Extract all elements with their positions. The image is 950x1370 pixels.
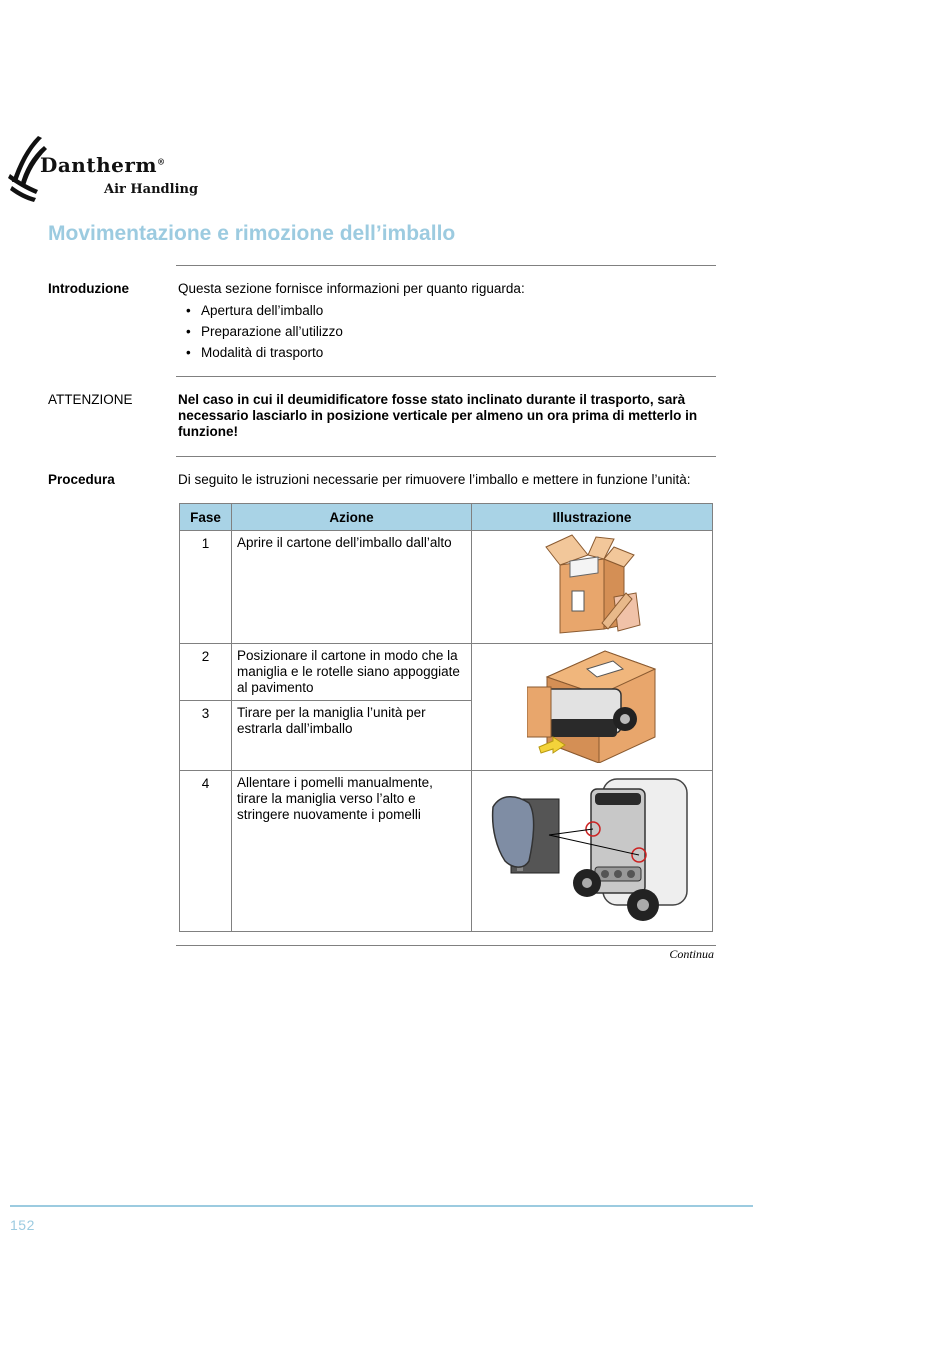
page-number: 152	[10, 1217, 35, 1233]
continua-label: Continua	[669, 947, 714, 961]
brand-subtitle: Air Handling	[104, 182, 199, 197]
step-number: 2	[180, 644, 232, 701]
procedure-text: Di seguito le istruzioni necessarie per rimuovere l’imballo e mettere in funzione l’unità:	[178, 472, 691, 487]
list-item: • Apertura dell’imballo	[186, 303, 324, 318]
brand-name: Dantherm®	[40, 153, 166, 177]
step-action: Allentare i pomelli manualmente, tirare la maniglia verso l’alto e stringere nuovamente i pomelli	[232, 771, 472, 932]
step-number: 4	[180, 771, 232, 932]
footer-line	[10, 1205, 753, 1207]
list-item: • Modalità di trasporto	[186, 345, 324, 360]
section-label-introduzione: Introduzione	[48, 281, 129, 296]
column-header-fase: Fase	[180, 504, 232, 531]
list-item: • Preparazione all’utilizzo	[186, 324, 343, 339]
bullet-icon: •	[186, 345, 191, 360]
section-label-procedura: Procedura	[48, 472, 115, 487]
step-illustration-cell	[472, 644, 713, 771]
section-label-attenzione: ATTENZIONE	[48, 392, 133, 407]
bullet-icon: •	[186, 324, 191, 339]
table-row	[180, 531, 713, 644]
handle-knob-illustration-icon	[487, 771, 697, 927]
step-number: 1	[180, 531, 232, 644]
open-box-illustration-icon	[542, 533, 642, 637]
column-header-illustrazione: Illustrazione	[472, 504, 713, 531]
divider	[176, 376, 716, 377]
step-action: Posizionare il cartone in modo che la maniglia e le rotelle siano appoggiate al pavimento	[232, 644, 472, 701]
page-title: Movimentazione e rimozione dell’imballo	[48, 222, 456, 245]
step-illustration-cell	[472, 531, 713, 644]
registered-mark: ®	[157, 156, 166, 167]
step-action: Tirare per la maniglia l’unità per estrarla dall’imballo	[232, 701, 472, 771]
step-number: 3	[180, 701, 232, 771]
table-header-row	[180, 504, 713, 531]
divider	[176, 265, 716, 266]
box-on-side-illustration-icon	[527, 647, 657, 763]
step-illustration-cell	[472, 771, 713, 932]
step-action: Aprire il cartone dell’imballo dall’alto	[232, 531, 472, 644]
intro-text: Questa sezione fornisce informazioni per quanto riguarda:	[178, 281, 525, 296]
table-row	[180, 644, 713, 701]
procedure-table	[179, 503, 713, 932]
intro-bullet-list	[186, 303, 343, 366]
column-header-azione: Azione	[232, 504, 472, 531]
divider	[176, 945, 716, 946]
warning-text: Nel caso in cui il deumidificatore fosse stato inclinato durante il trasporto, sarà necessario lasciarlo in posizione verticale per almeno un ora prima di metterlo in funzione!	[178, 392, 698, 439]
divider	[176, 456, 716, 457]
table-row	[180, 771, 713, 932]
bullet-icon: •	[186, 303, 191, 318]
